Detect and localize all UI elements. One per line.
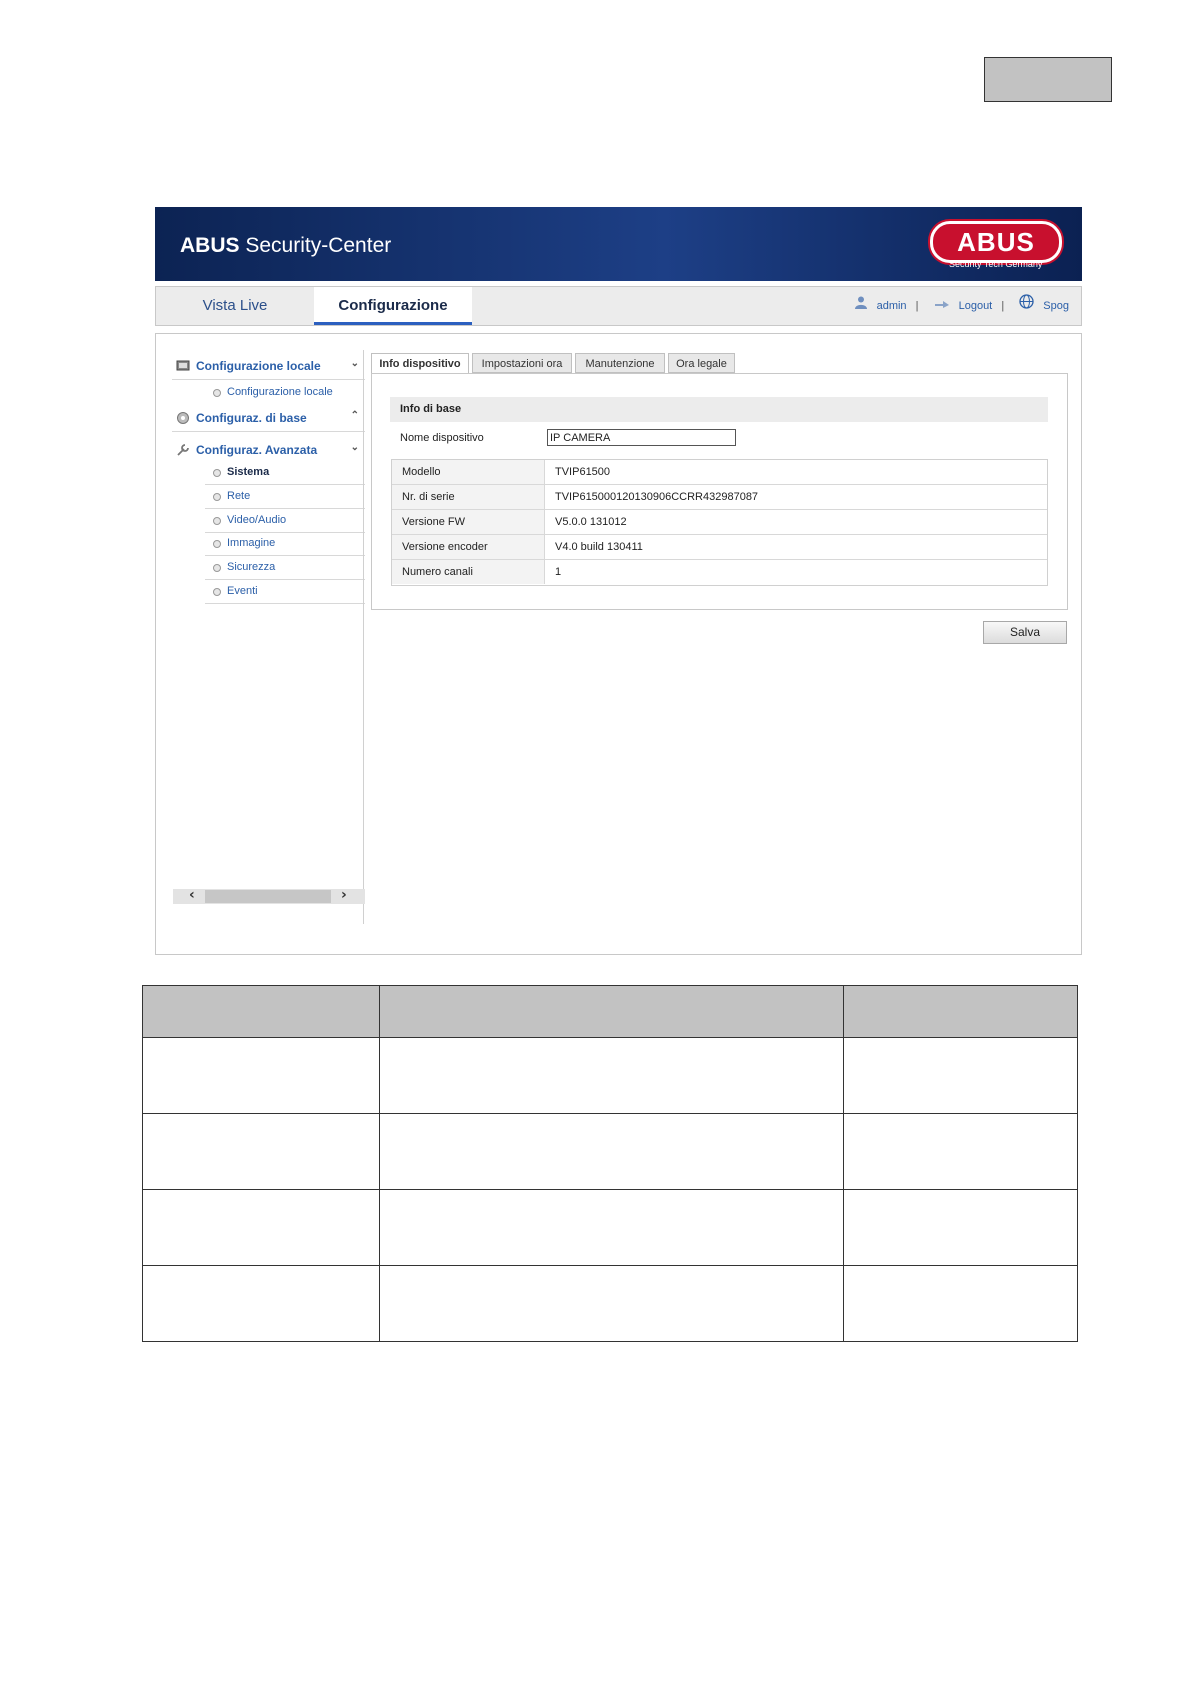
user-icon bbox=[854, 287, 868, 325]
table-cell bbox=[844, 1190, 1078, 1266]
row-key: Versione encoder bbox=[392, 535, 545, 559]
tab-configurazione[interactable]: Configurazione bbox=[314, 287, 472, 325]
chevron-right-icon[interactable]: › bbox=[341, 887, 347, 903]
wrench-icon bbox=[176, 443, 190, 457]
tab-manutenzione[interactable]: Manutenzione bbox=[575, 353, 665, 373]
table-cell bbox=[143, 1266, 380, 1342]
row-value: V4.0 build 130411 bbox=[555, 541, 643, 553]
app-title-rest: Security-Center bbox=[245, 234, 392, 257]
user-link[interactable]: admin bbox=[876, 300, 907, 312]
bullet-icon bbox=[213, 540, 221, 548]
sidebar-scrollbar[interactable] bbox=[173, 889, 365, 904]
table-row bbox=[392, 460, 1047, 485]
sidebar-group-label: Configurazione locale bbox=[196, 359, 321, 373]
table-cell bbox=[143, 1114, 380, 1190]
tab-vista-live[interactable]: Vista Live bbox=[202, 297, 268, 314]
table-row bbox=[392, 485, 1047, 510]
gear-icon bbox=[176, 411, 190, 425]
sidebar-group-label: Configuraz. di base bbox=[196, 411, 307, 425]
logout-icon bbox=[934, 287, 950, 325]
table-cell bbox=[143, 1190, 380, 1266]
table-row bbox=[392, 535, 1047, 560]
abus-logo: ABUS bbox=[930, 221, 1062, 263]
sidebar-item-label: Video/Audio bbox=[227, 514, 287, 526]
user-bar bbox=[848, 287, 1069, 325]
chevron-down-icon[interactable]: ⌄ bbox=[350, 442, 359, 453]
logo-tagline: Security Tech Germany bbox=[949, 259, 1043, 269]
sidebar-item-rete[interactable] bbox=[205, 486, 365, 509]
device-name-label: Nome dispositivo bbox=[400, 432, 484, 444]
table-cell bbox=[380, 1190, 844, 1266]
bullet-icon bbox=[213, 493, 221, 501]
app-title bbox=[180, 234, 391, 258]
tab-ora-legale[interactable]: Ora legale bbox=[668, 353, 735, 373]
sidebar-item-label: Sistema bbox=[227, 466, 270, 478]
row-value: TVIP61500 bbox=[555, 466, 611, 478]
language-link[interactable]: Spog bbox=[1043, 300, 1069, 312]
table-cell bbox=[143, 1038, 380, 1114]
table-row bbox=[392, 510, 1047, 535]
sidebar-group-advanced[interactable] bbox=[172, 438, 365, 464]
table-row bbox=[143, 1038, 1078, 1114]
row-value: V5.0.0 131012 bbox=[555, 516, 627, 528]
main-panel bbox=[155, 333, 1082, 955]
separator: | bbox=[915, 300, 919, 312]
table-row bbox=[392, 560, 1047, 585]
monitor-icon bbox=[176, 359, 190, 373]
bullet-icon bbox=[213, 469, 221, 477]
bullet-icon bbox=[213, 564, 221, 572]
row-key: Numero canali bbox=[392, 560, 545, 584]
logout-link[interactable]: Logout bbox=[958, 300, 993, 312]
table-row bbox=[143, 1190, 1078, 1266]
sidebar-item-video-audio[interactable] bbox=[205, 510, 365, 533]
globe-icon bbox=[1019, 287, 1034, 325]
sidebar-item-sicurezza[interactable] bbox=[205, 557, 365, 580]
scrollbar-thumb[interactable] bbox=[205, 890, 331, 903]
sidebar-item-label: Eventi bbox=[227, 585, 258, 597]
chevron-up-icon[interactable]: ⌃ bbox=[350, 410, 359, 421]
top-navigation bbox=[155, 286, 1082, 326]
device-info-panel bbox=[371, 373, 1068, 610]
sidebar-group-label: Configuraz. Avanzata bbox=[196, 443, 318, 457]
row-value: 1 bbox=[555, 566, 562, 578]
separator: | bbox=[1001, 300, 1005, 312]
row-value: TVIP615000120130906CCRR432987087 bbox=[555, 491, 759, 503]
tab-impostazioni-ora[interactable]: Impostazioni ora bbox=[472, 353, 572, 373]
sidebar-item-label: Immagine bbox=[227, 537, 276, 549]
sidebar-group-base[interactable] bbox=[172, 406, 365, 432]
table-cell bbox=[844, 1266, 1078, 1342]
sidebar-divider bbox=[363, 350, 364, 924]
chevron-down-icon[interactable]: ⌄ bbox=[350, 358, 359, 369]
bullet-icon bbox=[213, 389, 221, 397]
sidebar-item-label: Configurazione locale bbox=[227, 386, 333, 398]
table-row bbox=[143, 1266, 1078, 1342]
table-header-row bbox=[143, 986, 1078, 1038]
sidebar-item-label: Sicurezza bbox=[227, 561, 276, 573]
save-button[interactable]: Salva bbox=[983, 621, 1067, 644]
table-cell bbox=[844, 1114, 1078, 1190]
header-banner bbox=[155, 207, 1082, 281]
row-key: Versione FW bbox=[392, 510, 545, 534]
device-name-field[interactable] bbox=[547, 429, 736, 446]
row-key: Nr. di serie bbox=[392, 485, 545, 509]
chevron-left-icon[interactable]: ‹ bbox=[189, 887, 195, 903]
device-info-table bbox=[391, 459, 1048, 586]
table-cell bbox=[380, 1114, 844, 1190]
sidebar-item-configurazione-locale[interactable] bbox=[205, 382, 365, 405]
table-header-cell bbox=[143, 986, 380, 1038]
sidebar-item-label: Rete bbox=[227, 490, 251, 502]
table-cell bbox=[844, 1038, 1078, 1114]
sidebar-item-sistema[interactable] bbox=[205, 462, 365, 485]
table-cell bbox=[380, 1038, 844, 1114]
bullet-icon bbox=[213, 517, 221, 525]
table-row bbox=[143, 1114, 1078, 1190]
section-title: Info di base bbox=[390, 397, 1048, 422]
table-header-cell bbox=[380, 986, 844, 1038]
tab-info-dispositivo[interactable]: Info dispositivo bbox=[371, 353, 469, 374]
table-cell bbox=[380, 1266, 844, 1342]
row-key: Modello bbox=[392, 460, 545, 484]
app-title-brand: ABUS bbox=[180, 234, 240, 257]
document-table bbox=[142, 985, 1078, 1342]
bullet-icon bbox=[213, 588, 221, 596]
sidebar-group-local[interactable] bbox=[172, 354, 365, 380]
page-corner-box bbox=[984, 57, 1112, 102]
sidebar-item-eventi[interactable] bbox=[205, 581, 365, 604]
screenshot-frame bbox=[155, 207, 1082, 955]
sidebar bbox=[172, 350, 365, 924]
table-header-cell bbox=[844, 986, 1078, 1038]
sidebar-item-immagine[interactable] bbox=[205, 533, 365, 556]
